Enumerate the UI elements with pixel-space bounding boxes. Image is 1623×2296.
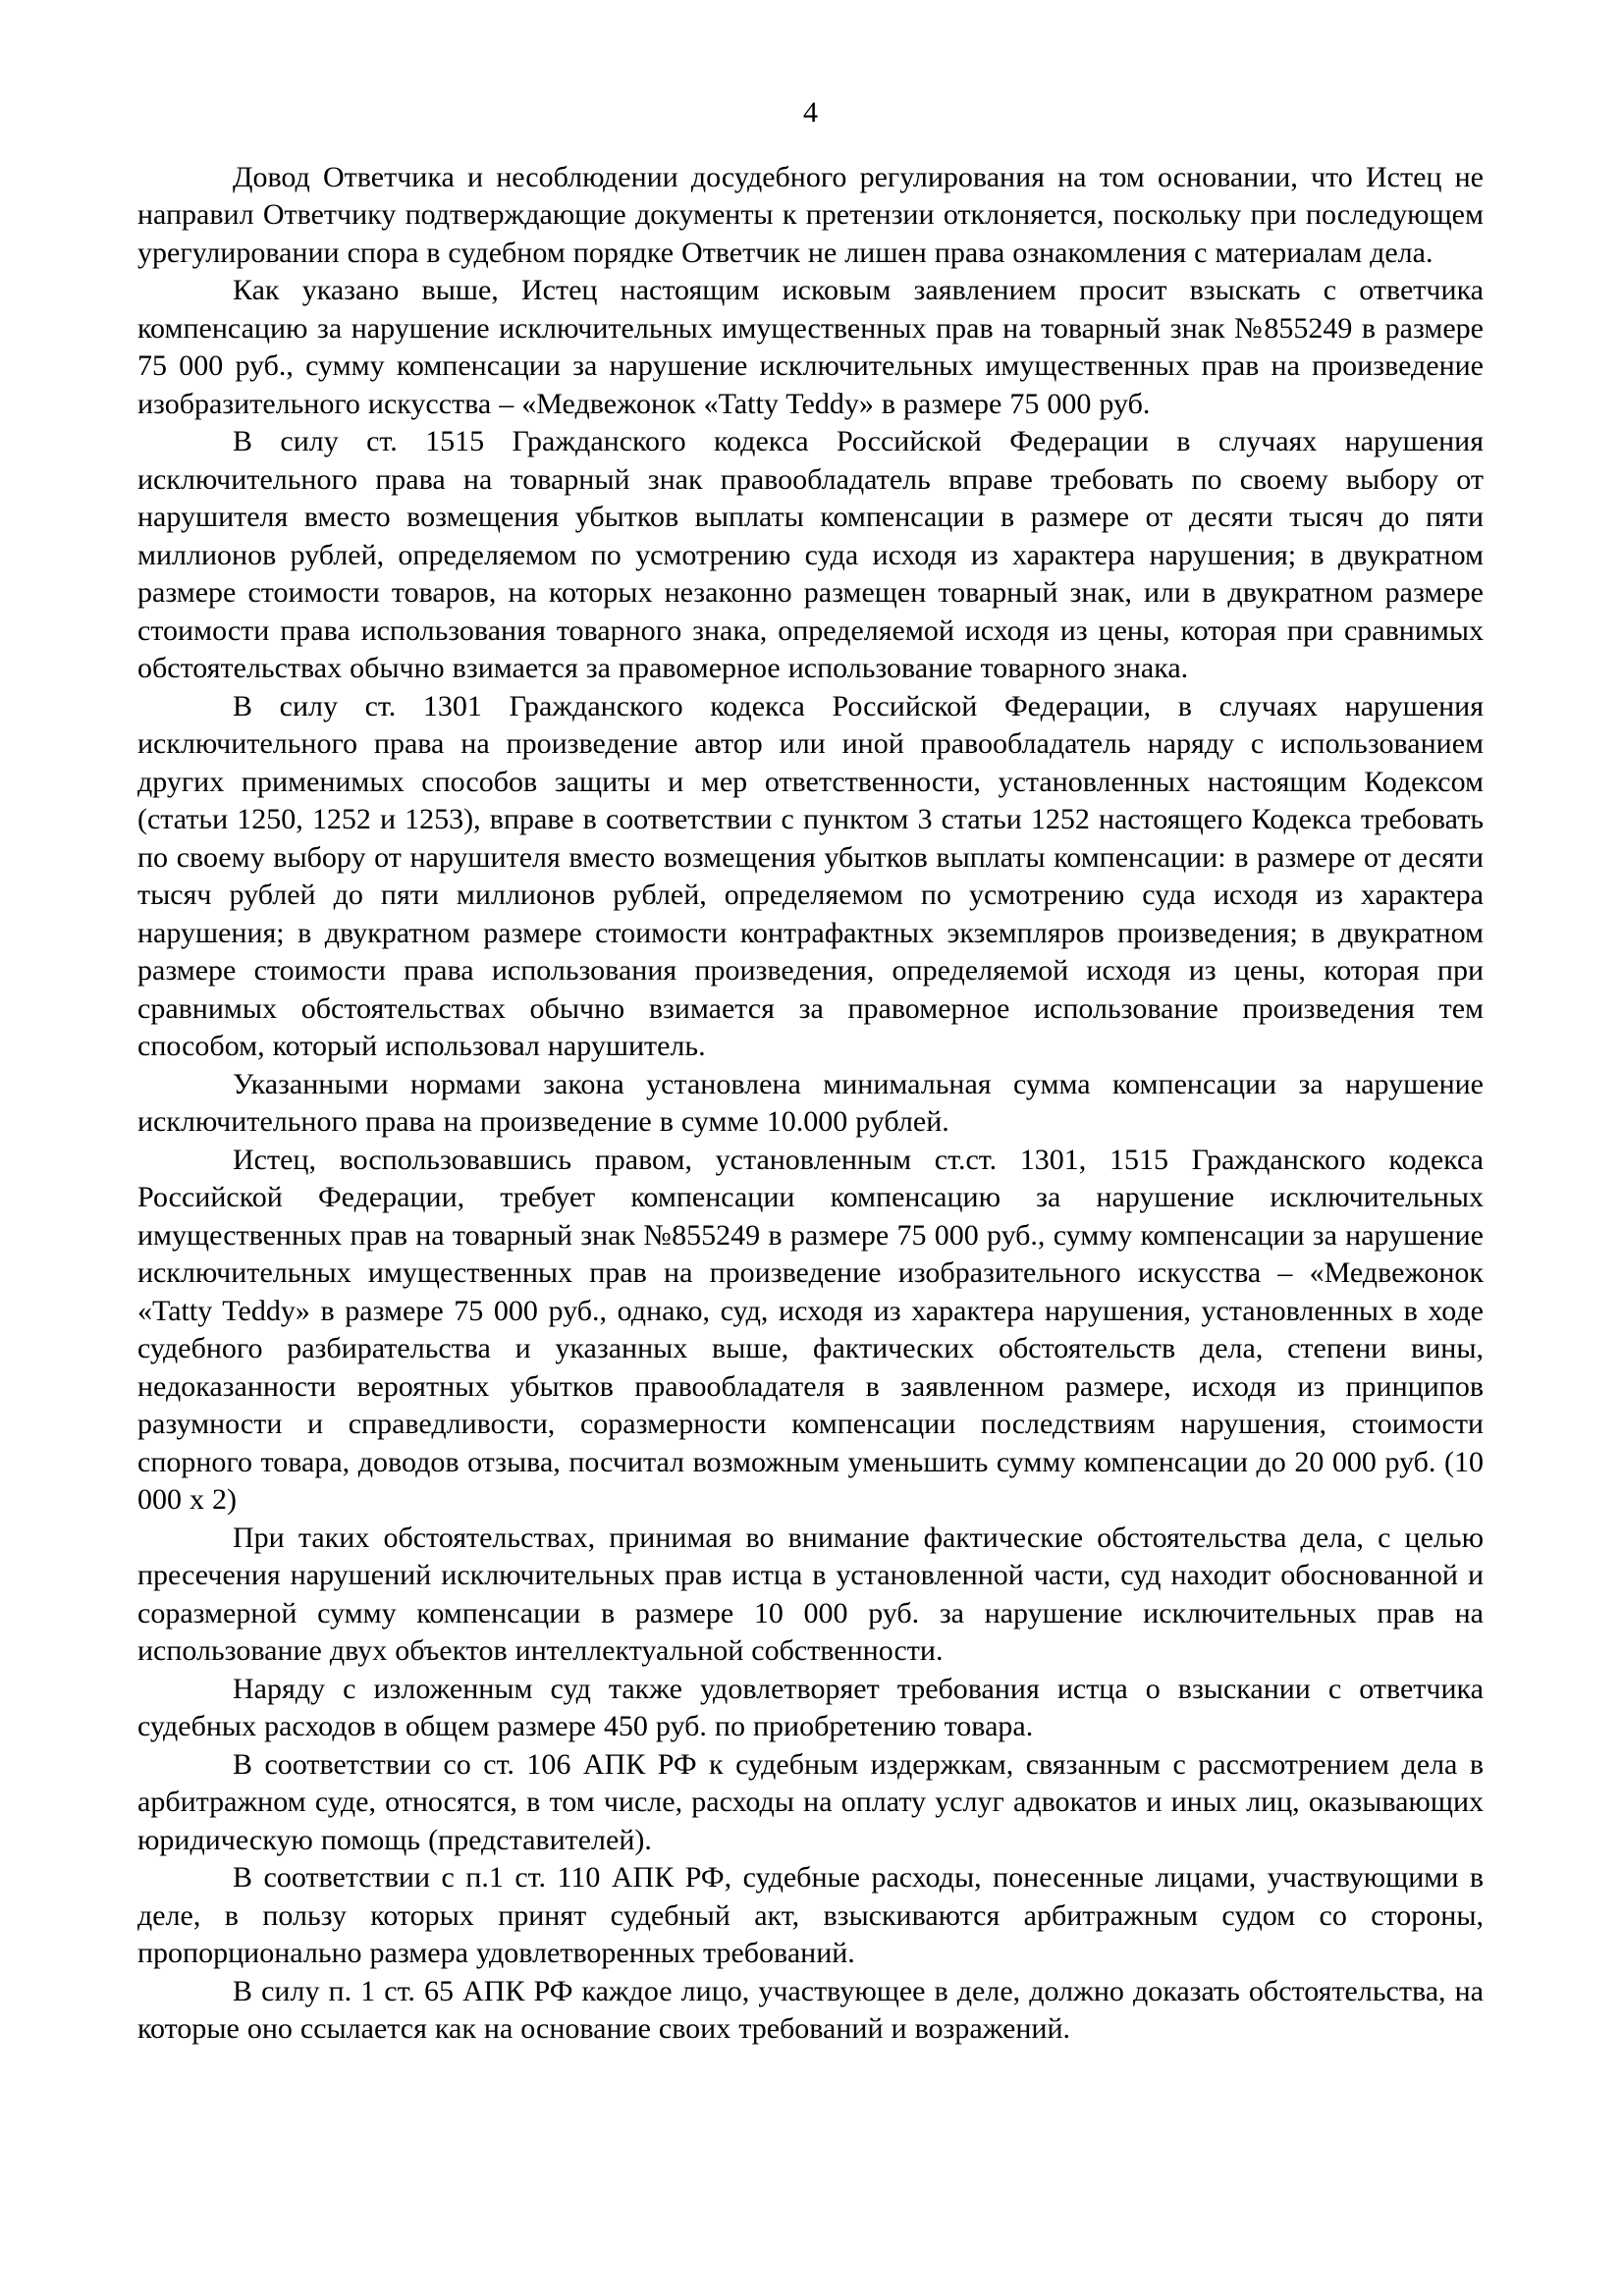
text-column	[137, 94, 1484, 2049]
paragraph: Довод Ответчика и несоблюдении досудебного регулирования на том основании, что Истец не направил Ответчику подтверждающие документы к претензии отклоняется, поскольку при последующем урегулировании спора в судебном порядке Ответчик не лишен права ознакомления с материалам дела.	[137, 160, 1484, 269]
paragraph: В соответствии со ст. 106 АПК РФ к судебным издержкам, связанным с рассмотрением дела в арбитражном суде, относятся, в том числе, расходы на оплату услуг адвокатов и иных лиц, оказывающих юридическую помощь (представителей).	[137, 1747, 1484, 1856]
paragraph: В соответствии с п.1 ст. 110 АПК РФ, судебные расходы, понесенные лицами, участвующими в деле, в пользу которых принят судебный акт, взыскиваются арбитражным судом со стороны, пропорционально размера удовлетворенных требований.	[137, 1861, 1484, 1969]
paragraph: При таких обстоятельствах, принимая во внимание фактические обстоятельства дела, с целью пресечения нарушений исключительных прав истца в установленной части, суд находит обоснованной и соразмерной сумму компенсации в размере 10 000 руб. за нарушение исключительных прав на использование двух объектов интеллектуальной собственности.	[137, 1521, 1484, 1667]
paragraph: Как указано выше, Истец настоящим исковым заявлением просит взыскать с ответчика компенсацию за нарушение исключительных имущественных прав на товарный знак №855249 в размере 75 000 руб., сумму компенсации за нарушение исключительных имущественных прав на произведение изобразительного искусства – «Медвежонок «Tatty Teddy» в размере 75 000 руб.	[137, 274, 1484, 420]
paragraph: Наряду с изложенным суд также удовлетворяет требования истца о взыскании с ответчика судебных расходов в общем размере 450 руб. по приобретению товара.	[137, 1672, 1484, 1742]
document-body	[137, 159, 1484, 2049]
paragraph: В силу п. 1 ст. 65 АПК РФ каждое лицо, участвующее в деле, должно доказать обстоятельства, на которые оно ссылается как на основание своих требований и возражений.	[137, 1974, 1484, 2045]
page-number: 4	[803, 96, 818, 129]
paragraph: Указанными нормами закона установлена минимальная сумма компенсации за нарушение исключительного права на произведение в сумме 10.000 рублей.	[137, 1067, 1484, 1138]
paragraph: Истец, воспользовавшись правом, установленным ст.ст. 1301, 1515 Гражданского кодекса Российской Федерации, требует компенсации компенсацию за нарушение исключительных имущественных прав на товарный знак №855249 в размере 75 000 руб., сумму компенсации за нарушение исключительных имущественных прав на произведение изобразительного искусства – «Медвежонок «Tatty Teddy» в размере 75 000 руб., однако, суд, исходя из характера нарушения, установленных в ходе судебного разбирательства и указанных выше, фактических обстоятельств дела, степени вины, недоказанности вероятных убытков правообладателя в заявленном размере, исходя из принципов разумности и справедливости, соразмерности компенсации последствиям нарушения, стоимости спорного товара, доводов отзыва, посчитал возможным уменьшить сумму компенсации до 20 000 руб. (10 000 х 2)	[137, 1143, 1484, 1516]
paragraph: В силу ст. 1301 Гражданского кодекса Российской Федерации, в случаях нарушения исключительного права на произведение автор или иной правообладатель наряду с использованием других применимых способов защиты и мер ответственности, установленных настоящим Кодексом (статьи 1250, 1252 и 1253), вправе в соответствии с пунктом 3 статьи 1252 настоящего Кодекса требовать по своему выбору от нарушителя вместо возмещения убытков выплаты компенсации: в размере от десяти тысяч рублей до пяти миллионов рублей, определяемом по усмотрению суда исходя из характера нарушения; в двукратном размере стоимости контрафактных экземпляров произведения; в двукратном размере стоимости права использования произведения, определяемой исходя из цены, которая при сравнимых обстоятельствах обычно взимается за правомерное использование произведения тем способом, который использовал нарушитель.	[137, 689, 1484, 1062]
paragraph: В силу ст. 1515 Гражданского кодекса Российской Федерации в случаях нарушения исключительного права на товарный знак правообладатель вправе требовать по своему выбору от нарушителя вместо возмещения убытков выплаты компенсации в размере от десяти тысяч до пяти миллионов рублей, определяемом по усмотрению суда исходя из характера нарушения; в двукратном размере стоимости товаров, на которых незаконно размещен товарный знак, или в двукратном размере стоимости права использования товарного знака, определяемой исходя из цены, которая при сравнимых обстоятельствах обычно взимается за правомерное использование товарного знака.	[137, 425, 1484, 684]
